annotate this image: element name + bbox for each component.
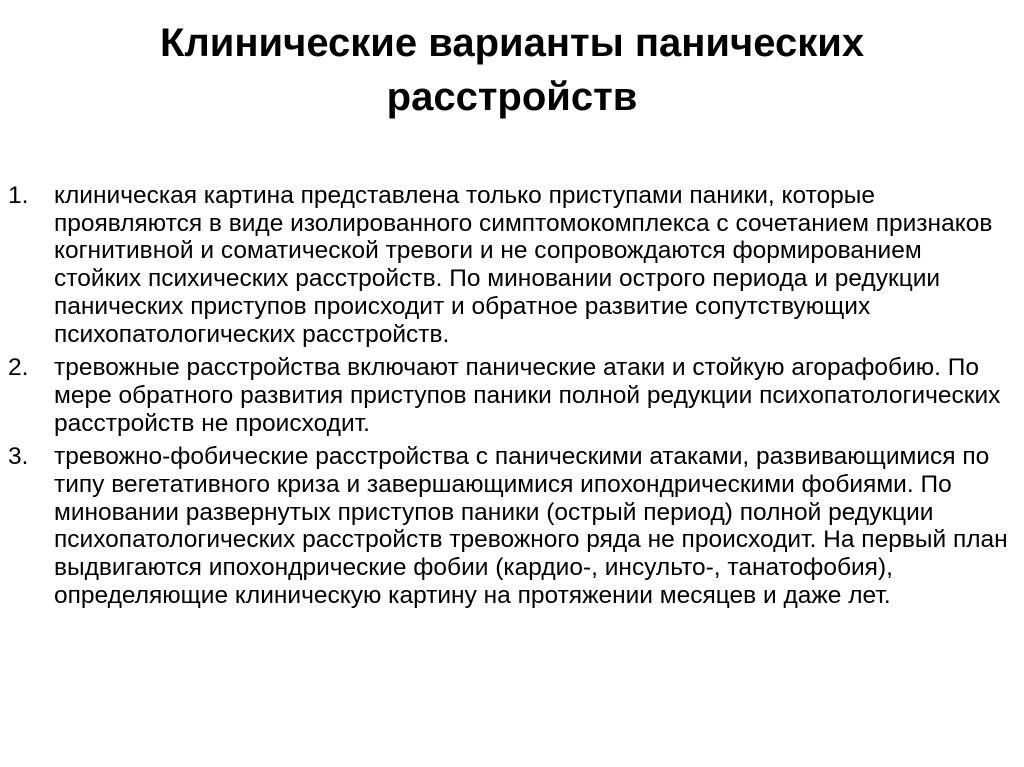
list-item-1	[8, 182, 1008, 348]
slide-title	[60, 16, 964, 124]
slide-title-line-2: расстройств	[386, 75, 638, 119]
slide-title-line-1: Клинические варианты панических	[159, 21, 865, 65]
list-item-number: 1.	[8, 182, 29, 209]
list-item-2	[8, 354, 1008, 437]
list-item-number: 2.	[8, 354, 29, 382]
list-item-text: тревожные расстройства включают панические атаки и стойкую агорафобию. По мере обратного развития приступов паники полной редукции психопатологических расстройств не происходит.	[54, 354, 1001, 437]
numbered-list	[8, 182, 1008, 616]
list-item-text: тревожно-фобические расстройства с паническими атаками, развивающимися по типу вегетативного криза и завершающимися ипохондрическими фобиями. По миновании развернутых приступов паники (острый период) полной редукции психопатологических расстройств тревожного ряда не происходит. На первый план выдвигаются ипохондрические фобии (кардио-, инсульто-, танатофобия), определяющие клиническую картину на протяжении месяцев и даже лет.	[54, 443, 1008, 609]
list-item-3	[8, 443, 1008, 609]
list-item-text: клиническая картина представлена только приступами паники, которые проявляются в виде изолированного симптомокомплекса с сочетанием признаков когнитивной и соматической тревоги и не сопровождаются формированием стойких психических расстройств. По миновании острого периода и редукции панических приступов происходит и обратное развитие сопутствующих психопатологических расстройств.	[54, 182, 993, 348]
list-item-number: 3.	[8, 443, 29, 471]
